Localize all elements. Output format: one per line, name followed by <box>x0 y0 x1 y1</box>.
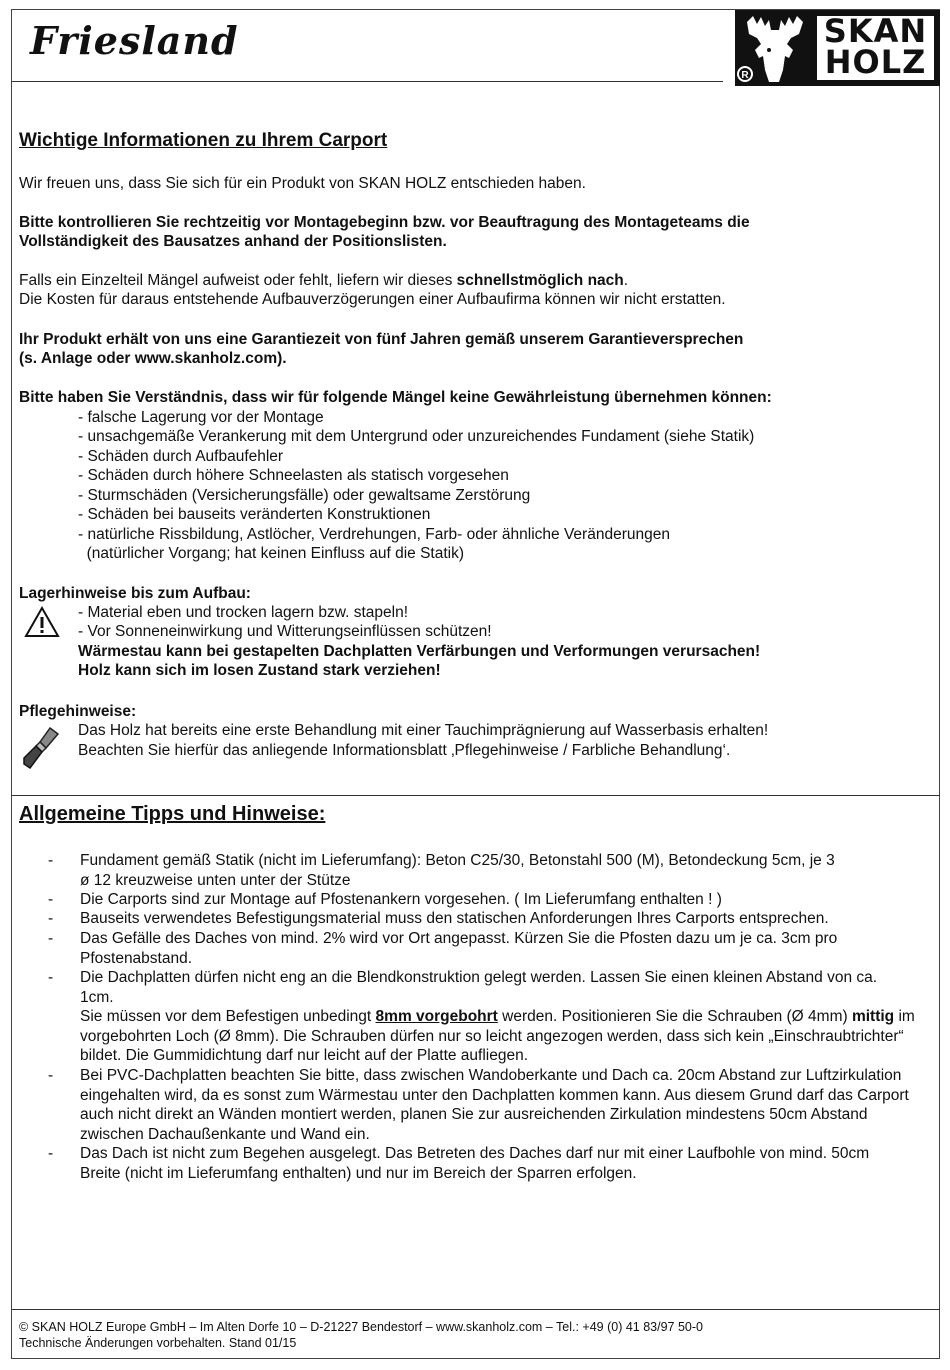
defect-post: . <box>623 272 629 289</box>
storage-warning-1: Wärmestau kann bei gestapelten Dachplatten Verfärbungen und Verformungen verursachen! <box>78 643 761 660</box>
section-heading-tips: Allgemeine Tipps und Hinweise: <box>19 803 326 825</box>
footer-divider <box>11 1309 940 1310</box>
no-warranty-item: - natürliche Rissbildung, Astlöcher, Verdrehungen, Farb- oder ähnliche Veränderungen <box>78 526 670 543</box>
bullet-dash: - <box>48 910 54 927</box>
tip-predrill-bold: 8mm vorgebohrt <box>375 1008 498 1025</box>
storage-item: - Material eben und trocken lagern bzw. stapeln! <box>78 604 408 621</box>
defect-text <box>19 271 628 291</box>
no-warranty-item: - unsachgemäße Verankerung mit dem Untergrund oder unzureichendes Fundament (siehe Statik) <box>78 428 755 445</box>
product-title: Friesland <box>30 18 239 63</box>
bullet-dash: - <box>48 852 54 869</box>
footer-note: Technische Änderungen vorbehalten. Stand 01/15 <box>19 1336 297 1350</box>
bullet-dash: - <box>48 969 54 986</box>
registered-mark: R <box>737 66 753 82</box>
logo-brand <box>815 14 936 82</box>
tip-roof-slope: Das Gefälle des Daches von mind. 2% wird vor Ort angepasst. Kürzen Sie die Pfosten dazu um je ca. 3cm pro Pfostenabstand. <box>80 930 838 967</box>
no-warranty-item: - Schäden durch Aufbaufehler <box>78 448 284 465</box>
tip-fasteners: Bauseits verwendetes Befestigungsmaterial muss den statischen Anforderungen Ihres Carports entsprechen. <box>80 910 829 927</box>
no-warranty-heading: Bitte haben Sie Verständnis, dass wir für folgende Mängel keine Gewährleistung übernehmen können: <box>19 389 772 406</box>
care-text-1: Das Holz hat bereits eine erste Behandlung mit einer Tauchimprägnierung auf Wasserbasis erhalten! <box>78 722 769 739</box>
costs-text: Die Kosten für daraus entstehende Aufbauverzögerungen einer Aufbaufirma können wir nicht erstatten. <box>19 291 726 308</box>
paintbrush-icon <box>20 724 62 770</box>
tip-predrill <box>80 1007 930 1066</box>
section-divider <box>11 795 940 796</box>
storage-item: - Vor Sonneneinwirkung und Witterungseinflüssen schützen! <box>78 623 492 640</box>
tip-roof-walking: Das Dach ist nicht zum Begehen ausgelegt. Das Betreten des Daches darf nur mit einer Laufbohle von mind. 50cm Breite (nicht im Lieferumfang enthalten) und nur im Bereich der Sparren erfolgen. <box>80 1145 870 1182</box>
logo-line-2: HOLZ <box>824 43 927 81</box>
tip-post-anchors: Die Carports sind zur Montage auf Pfostenankern vorgesehen. ( Im Lieferumfang enthalten ! ) <box>80 891 722 908</box>
warning-icon <box>24 606 60 638</box>
bullet-dash: - <box>48 891 54 908</box>
bullet-dash: - <box>48 1067 54 1084</box>
no-warranty-item: - Schäden durch höhere Schneelasten als statisch vorgesehen <box>78 467 509 484</box>
bullet-dash: - <box>48 930 54 947</box>
defect-pre: Falls ein Einzelteil Mängel aufweist oder fehlt, liefern wir dieses <box>19 272 457 289</box>
logo-line-1: SKAN <box>823 12 928 50</box>
tip-predrill-mid: werden. Positionieren Sie die Schrauben (Ø 4mm) <box>497 1008 852 1025</box>
check-text-1: Bitte kontrollieren Sie rechtzeitig vor Montagebeginn bzw. vor Beauftragung des Montageteams die <box>19 214 750 231</box>
tip-foundation: Fundament gemäß Statik (nicht im Lieferumfang): Beton C25/30, Betonstahl 500 (M), Betondeckung 5cm, je 3 ø 12 kreuzweise unten unter der Stütze <box>80 852 835 889</box>
no-warranty-item: - Schäden bei bauseits veränderten Konstruktionen <box>78 506 431 523</box>
intro-text: Wir freuen uns, dass Sie sich für ein Produkt von SKAN HOLZ entschieden haben. <box>19 175 586 192</box>
footer-address: © SKAN HOLZ Europe GmbH – Im Alten Dorfe 10 – D-21227 Bendestorf – www.skanholz.com – Tel.: +49 (0) 41 83/97 50-0 <box>19 1320 703 1334</box>
header-rule <box>11 81 723 82</box>
no-warranty-item: (natürlicher Vorgang; hat keinen Einfluss auf die Statik) <box>78 545 464 562</box>
skan-holz-logo <box>735 10 940 86</box>
care-heading: Pflegehinweise: <box>19 703 137 720</box>
bullet-dash: - <box>48 1145 54 1162</box>
section-heading-info: Wichtige Informationen zu Ihrem Carport <box>19 130 388 151</box>
tip-roof-panels: Die Dachplatten dürfen nicht eng an die Blendkonstruktion gelegt werden. Lassen Sie einen kleinen Abstand von ca. 1cm. <box>80 969 878 1006</box>
tip-predrill-bold2: mittig <box>851 1008 895 1025</box>
warranty-text-2: (s. Anlage oder www.skanholz.com). <box>19 350 287 367</box>
care-text-2: Beachten Sie hierfür das anliegende Informationsblatt ‚Pflegehinweise / Farbliche Behandlung‘. <box>78 742 731 759</box>
tip-predrill-post: im vorgebohrten Loch (Ø 8mm). Die Schrauben dürfen nur so leicht angezogen werden, dass sich kein „Einschraubtrichter“ bildet. Die Gummidichtung darf nur leicht auf der Platte aufliegen. <box>80 1008 915 1064</box>
check-text-2: Vollständigkeit des Bausatzes anhand der Positionslisten. <box>19 233 447 250</box>
defect-bold: schnellstmöglich nach <box>456 272 624 289</box>
no-warranty-item: - Sturmschäden (Versicherungsfälle) oder gewaltsame Zerstörung <box>78 487 531 504</box>
storage-heading: Lagerhinweise bis zum Aufbau: <box>19 585 251 602</box>
tip-pvc-panels: Bei PVC-Dachplatten beachten Sie bitte, dass zwischen Wandoberkante und Dach ca. 20cm Abstand zur Luftzirkulation eingehalten wird, da es sonst zum Wärmestau unter den Dachplatten kommen kann. Aus diesem Grund darf das Carport auch nicht direkt an Wänden montiert werden, planen Sie zur ausreichenden Zirkulation mindestens 50cm Abstand zwischen Dachaußenkante und Wand ein. <box>80 1067 909 1143</box>
tip-predrill-pre: Sie müssen vor dem Befestigen unbedingt <box>80 1008 376 1025</box>
storage-warning-2: Holz kann sich im losen Zustand stark verziehen! <box>78 662 441 679</box>
no-warranty-item: - falsche Lagerung vor der Montage <box>78 409 324 426</box>
warranty-text-1: Ihr Produkt erhält von uns eine Garantiezeit von fünf Jahren gemäß unserem Garantieversprechen <box>19 331 744 348</box>
